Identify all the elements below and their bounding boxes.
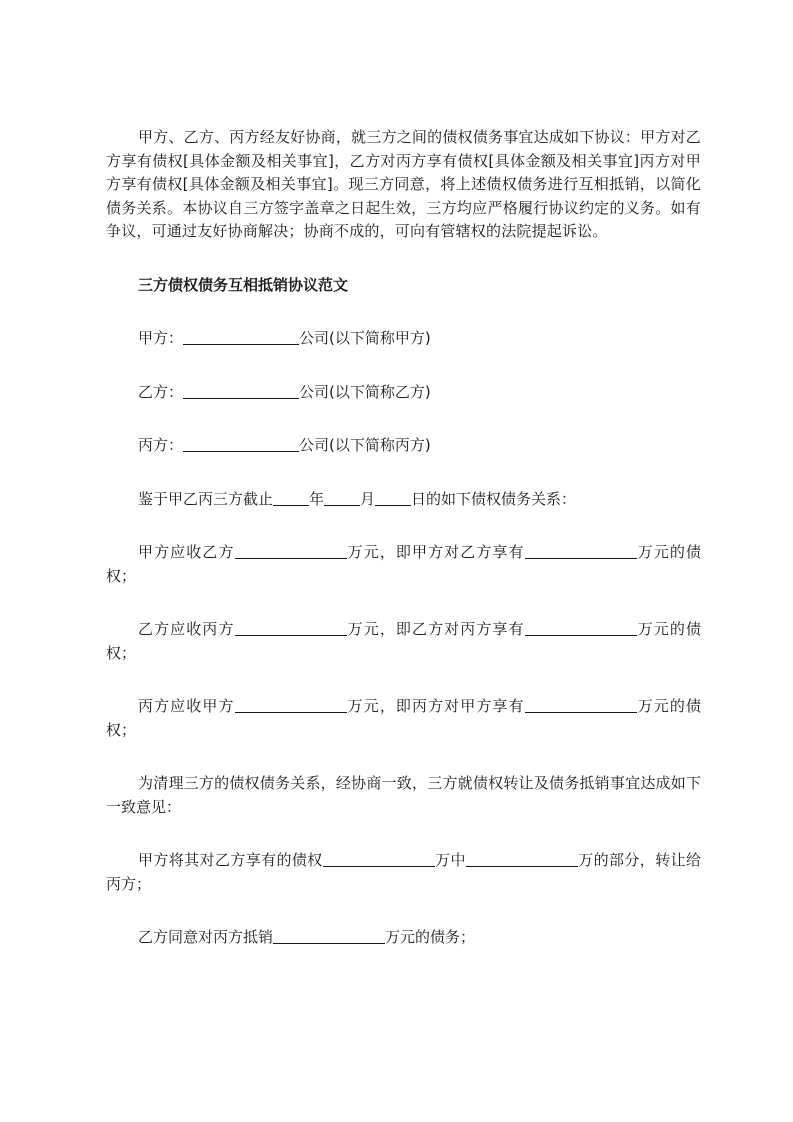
party-c-blank[interactable] xyxy=(183,436,299,452)
transfer-blank-1[interactable] xyxy=(323,851,435,867)
month-label: 月 xyxy=(360,489,376,508)
debt-item-3 xyxy=(106,695,701,742)
debt-3-c: 万元的债权； xyxy=(106,697,701,739)
document-title: 三方债权债务互相抵销协议范文 xyxy=(138,275,349,294)
debt-1-b: 万元，即甲方对乙方享有 xyxy=(346,543,525,561)
debt-2-blank-1[interactable] xyxy=(235,620,347,636)
offset-item xyxy=(106,926,701,950)
party-c-label: 丙方： xyxy=(138,436,184,454)
party-b-line xyxy=(106,381,701,405)
party-a-suffix: 公司(以下简称甲方) xyxy=(299,329,431,347)
offset-b: 万元的债务； xyxy=(385,928,476,946)
debt-1-a: 甲方应收乙方 xyxy=(138,543,235,561)
transfer-item xyxy=(106,849,701,896)
party-b-label: 乙方： xyxy=(138,382,184,401)
party-a-blank[interactable] xyxy=(183,329,299,345)
debt-1-c: 万元的债权； xyxy=(106,543,701,585)
transfer-c: 万的部分，转让给丙方； xyxy=(106,851,701,893)
date-prefix: 鉴于甲乙丙三方截止 xyxy=(138,489,274,508)
offset-a: 乙方同意对丙方抵销 xyxy=(138,928,274,946)
debt-item-2 xyxy=(106,618,701,665)
transfer-b: 万中 xyxy=(434,851,466,869)
debt-1-blank-2[interactable] xyxy=(525,543,637,559)
debt-2-c: 万元的债权； xyxy=(106,620,701,662)
debt-2-blank-2[interactable] xyxy=(525,620,637,636)
party-a-label: 甲方： xyxy=(138,329,184,347)
debt-1-blank-1[interactable] xyxy=(235,543,347,559)
party-b-suffix: 公司(以下简称乙方) xyxy=(299,382,431,401)
offset-blank[interactable] xyxy=(273,928,385,944)
debt-3-blank-2[interactable] xyxy=(525,697,637,713)
intro-paragraph: 甲方、乙方、丙方经友好协商，就三方之间的债权债务事宜达成如下协议：甲方对乙方享有债权[具体金额及相关事宜]，乙方对丙方享有债权[具体金额及相关事宜]丙方对甲方享有债权[具体金额及相关事宜]。现三方同意，将上述债权债务进行互相抵销，以简化债务关系。本协议自三方签字盖章之日起生效，三方均应严格履行协议约定的义务。如有争议，可通过友好协商解决；协商不成的，可向有管辖权的法院提起诉讼。 xyxy=(106,128,701,240)
debt-3-blank-1[interactable] xyxy=(235,697,347,713)
year-label: 年 xyxy=(309,489,325,508)
party-b-blank[interactable] xyxy=(183,383,299,399)
party-a-line xyxy=(106,327,701,351)
transfer-a: 甲方将其对乙方享有的债权 xyxy=(138,851,323,869)
debt-2-b: 万元，即乙方对丙方享有 xyxy=(346,620,525,638)
transfer-blank-2[interactable] xyxy=(466,851,578,867)
party-c-suffix: 公司(以下简称丙方) xyxy=(299,436,431,454)
party-c-line xyxy=(106,434,701,458)
day-blank[interactable] xyxy=(375,490,411,506)
debt-3-b: 万元，即丙方对甲方享有 xyxy=(346,697,525,715)
debt-3-a: 丙方应收甲方 xyxy=(138,697,235,715)
debt-2-a: 乙方应收丙方 xyxy=(138,620,235,638)
debt-item-1 xyxy=(106,541,701,588)
date-suffix: 日的如下债权债务关系： xyxy=(411,489,577,508)
date-line xyxy=(106,488,701,512)
year-blank[interactable] xyxy=(273,490,309,506)
clearance-paragraph: 为清理三方的债权债务关系，经协商一致，三方就债权转让及债务抵销事宜达成如下一致意见： xyxy=(106,774,701,816)
month-blank[interactable] xyxy=(324,490,360,506)
